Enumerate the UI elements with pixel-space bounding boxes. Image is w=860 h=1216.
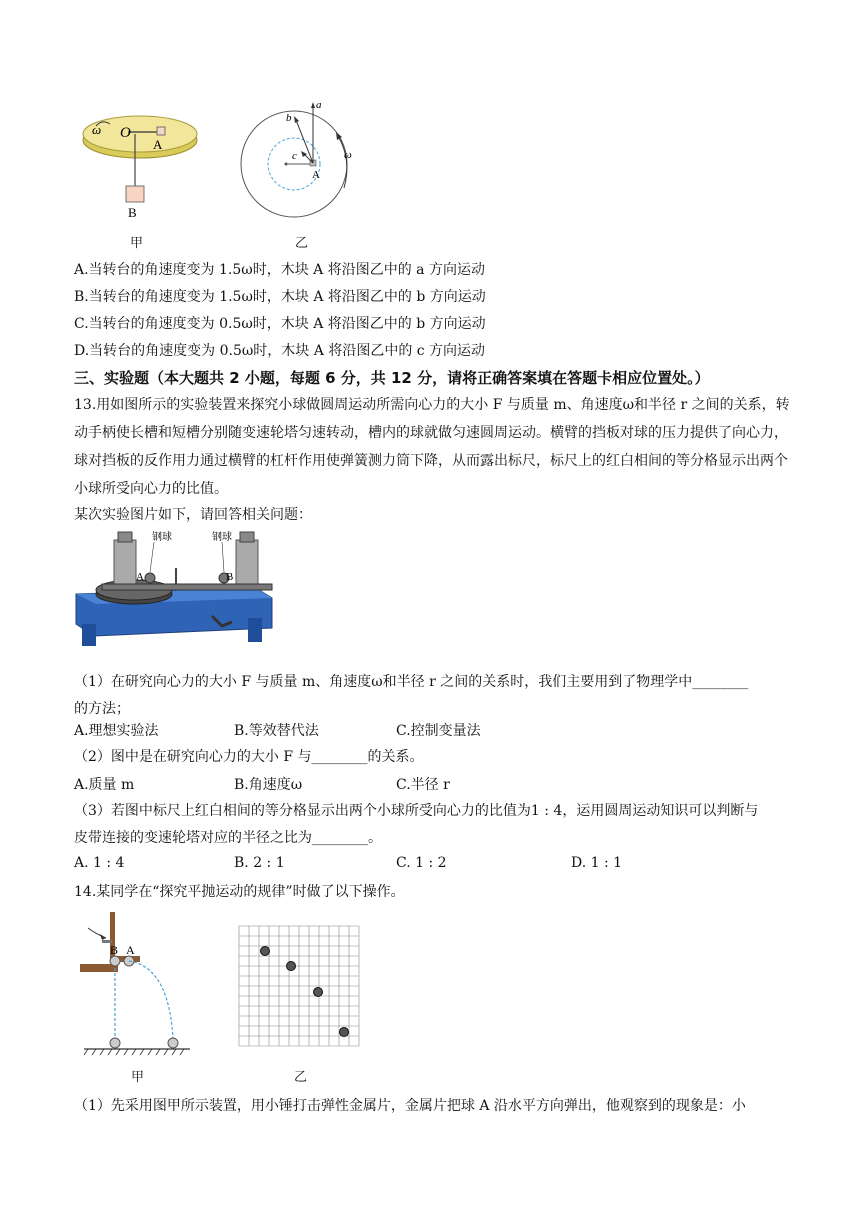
- projectile-apparatus-figure: [78, 908, 196, 1060]
- figure-caption-yi-2: 乙: [294, 1070, 308, 1085]
- ball-b-label-2: B: [110, 943, 119, 957]
- q13-sub2-option-c: C.半径 r: [396, 777, 450, 793]
- steel-ball-label-2: 钢球: [212, 532, 232, 543]
- q13-sub1-option-a: A.理想实验法: [74, 723, 159, 739]
- q13-intro: 某次实验图片如下，请回答相关问题：: [74, 507, 312, 523]
- q12-option-d: D.当转台的角速度变为 0.5ω时，木块 A 将沿图乙中的 c 方向运动: [74, 343, 486, 359]
- top-view-figure: [234, 96, 364, 220]
- section-heading: 三、实验题（本大题共 2 小题，每题 6 分，共 12 分，请将正确答案填在答题卡相应位置处。）: [74, 369, 710, 387]
- q13-sub2-option-b: B.角速度ω: [234, 777, 303, 793]
- q13-sub3-option-d: D. 1 : 1: [571, 855, 623, 871]
- q13-sub3-line2: 皮带连接的变速轮塔对应的半径之比为________。: [74, 830, 382, 846]
- q12-option-c: C.当转台的角速度变为 0.5ω时，木块 A 将沿图乙中的 b 方向运动: [74, 316, 486, 332]
- ball-b-label: B: [226, 571, 234, 583]
- q13-sub1-option-b: B.等效替代法: [234, 723, 319, 739]
- ball-a-label-2: A: [126, 943, 135, 957]
- q14-stem: 14.某同学在“探究平抛运动的规律”时做了以下操作。: [74, 884, 405, 900]
- steel-ball-label-1: 钢球: [152, 532, 172, 543]
- figure-caption-yi: 乙: [295, 236, 309, 251]
- omega-label: ω: [92, 122, 102, 137]
- block-a-label-top: A: [312, 169, 320, 181]
- q13-sub1-line1: （1）在研究向心力的大小 F 与质量 m、角速度ω和半径 r 之间的关系时，我们主要用到了物理学中________: [74, 674, 749, 690]
- q13-sub3-option-c: C. 1 : 2: [396, 855, 447, 871]
- q13-stem: 13.用如图所示的实验装置来探究小球做圆周运动所需向心力的大小 F 与质量 m、角速度ω和半径 r 之间的关系，转动手柄使长槽和短槽分别随变速轮塔匀速转动，槽内的球就做匀速圆周运动。横臂的挡板对球的压力提供了向心力，球对挡板的反作用力通过横臂的杠杆作用使弹簧测力筒下降，从而露出标尺，标尺上的红白相间的等分格显示出两个小球所受向心力的比值。: [74, 397, 790, 497]
- block-b-label: B: [128, 205, 137, 220]
- block-a-label: A: [153, 137, 163, 152]
- point-o-label: O: [120, 125, 131, 141]
- q13-sub1-option-c: C.控制变量法: [396, 723, 481, 739]
- q14-sub1: （1）先采用图甲所示装置，用小锤打击弹性金属片，金属片把球 A 沿水平方向弹出，他观察到的现象是：小: [74, 1098, 746, 1114]
- figure-caption-jia: 甲: [130, 236, 144, 251]
- trajectory-grid-figure: [237, 924, 361, 1048]
- q13-sub3-option-b: B. 2 : 1: [234, 855, 285, 871]
- direction-c-label: c: [292, 150, 297, 162]
- q12-option-b: B.当转台的角速度变为 1.5ω时，木块 A 将沿图乙中的 b 方向运动: [74, 289, 486, 305]
- turntable-figure: [74, 104, 214, 226]
- ball-a-label: A: [136, 571, 144, 583]
- q13-sub2-option-a: A.质量 m: [74, 777, 135, 793]
- figure-caption-jia-2: 甲: [131, 1070, 145, 1085]
- q13-sub3-option-a: A. 1 : 4: [74, 855, 125, 871]
- q13-sub1-line2: 的方法；: [74, 701, 130, 717]
- q12-option-a: A.当转台的角速度变为 1.5ω时，木块 A 将沿图乙中的 a 方向运动: [74, 262, 485, 278]
- q13-sub2: （2）图中是在研究向心力的大小 F 与________的关系。: [74, 749, 424, 765]
- q13-sub3-line1: （3）若图中标尺上红白相间的等分格显示出两个小球所受向心力的比值为1 : 4，运用圆周运动知识可以判断与: [74, 803, 759, 819]
- omega-label-top: ω: [344, 149, 352, 161]
- apparatus-figure: [72, 528, 282, 658]
- direction-a-label: a: [316, 99, 322, 111]
- direction-b-label: b: [286, 112, 292, 124]
